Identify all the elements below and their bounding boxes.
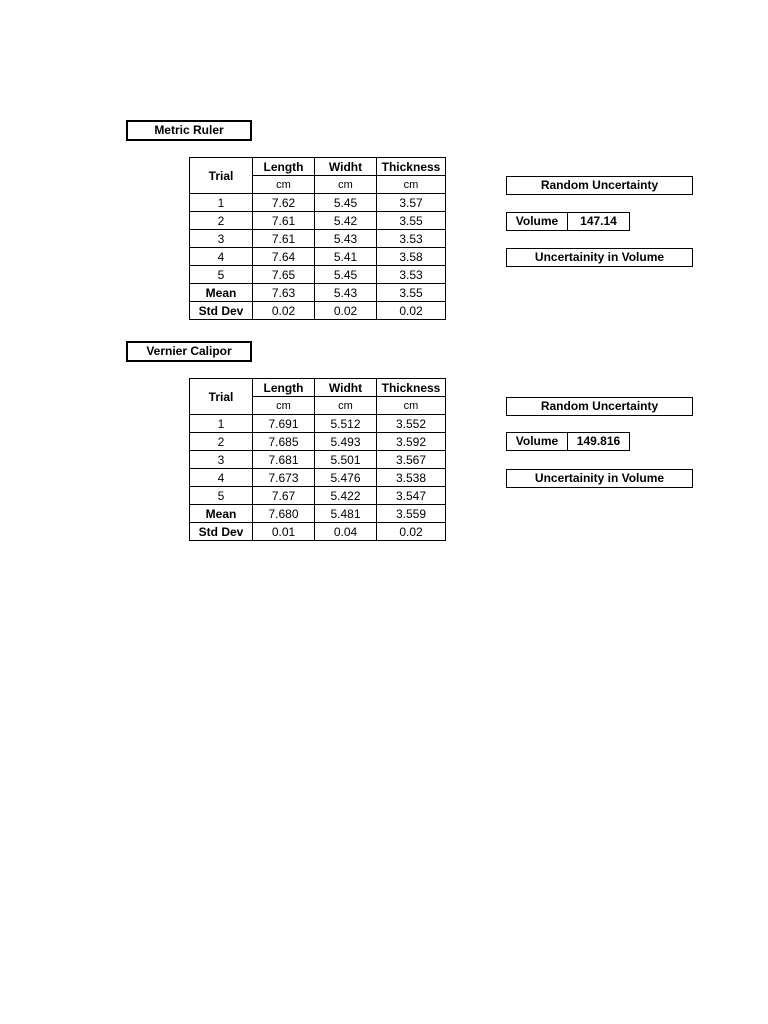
table-row bbox=[190, 230, 446, 248]
table-row-std-dev bbox=[190, 523, 446, 541]
cell-length: 7.67 bbox=[253, 487, 315, 505]
unit-width: cm bbox=[315, 176, 377, 194]
table-row bbox=[190, 451, 446, 469]
cell-length: 7.64 bbox=[253, 248, 315, 266]
row-label: 3 bbox=[190, 451, 253, 469]
table-row bbox=[190, 248, 446, 266]
header-width: Widht bbox=[315, 379, 377, 397]
row-label: 5 bbox=[190, 266, 253, 284]
header-length: Length bbox=[253, 379, 315, 397]
cell-width: 5.476 bbox=[315, 469, 377, 487]
cell-width: 5.45 bbox=[315, 194, 377, 212]
table-row bbox=[190, 469, 446, 487]
header-thickness: Thickness bbox=[377, 158, 446, 176]
row-label: 3 bbox=[190, 230, 253, 248]
volume-label: Volume bbox=[506, 432, 568, 451]
table-row bbox=[190, 212, 446, 230]
table-row bbox=[190, 487, 446, 505]
table-row bbox=[190, 266, 446, 284]
table-row bbox=[190, 194, 446, 212]
section-title-vernier-calipor: Vernier Calipor bbox=[126, 341, 252, 362]
cell-thickness: 3.538 bbox=[377, 469, 446, 487]
cell-thickness: 3.53 bbox=[377, 230, 446, 248]
cell-thickness: 3.552 bbox=[377, 415, 446, 433]
row-label: 1 bbox=[190, 415, 253, 433]
row-label: Std Dev bbox=[190, 523, 253, 541]
cell-thickness: 3.592 bbox=[377, 433, 446, 451]
cell-width: 5.43 bbox=[315, 230, 377, 248]
header-trial: Trial bbox=[190, 379, 253, 415]
header-thickness: Thickness bbox=[377, 379, 446, 397]
cell-thickness: 3.55 bbox=[377, 212, 446, 230]
section-title-metric-ruler: Metric Ruler bbox=[126, 120, 252, 141]
cell-length: 7.61 bbox=[253, 212, 315, 230]
cell-width: 5.41 bbox=[315, 248, 377, 266]
cell-length: 7.65 bbox=[253, 266, 315, 284]
row-label: 5 bbox=[190, 487, 253, 505]
unit-width: cm bbox=[315, 397, 377, 415]
header-width: Widht bbox=[315, 158, 377, 176]
row-label: 4 bbox=[190, 248, 253, 266]
cell-length: 7.691 bbox=[253, 415, 315, 433]
uncertainty-in-volume-label: Uncertainity in Volume bbox=[506, 248, 693, 267]
cell-width: 5.45 bbox=[315, 266, 377, 284]
unit-length: cm bbox=[253, 176, 315, 194]
volume-box bbox=[506, 432, 630, 451]
row-label: Mean bbox=[190, 284, 253, 302]
row-label: Mean bbox=[190, 505, 253, 523]
uncertainty-in-volume-label: Uncertainity in Volume bbox=[506, 469, 693, 488]
cell-length: 0.02 bbox=[253, 302, 315, 320]
random-uncertainty-label: Random Uncertainty bbox=[506, 397, 693, 416]
table-header-row bbox=[190, 379, 446, 397]
row-label: 4 bbox=[190, 469, 253, 487]
cell-thickness: 0.02 bbox=[377, 302, 446, 320]
cell-width: 0.04 bbox=[315, 523, 377, 541]
table-row-mean bbox=[190, 284, 446, 302]
cell-width: 5.512 bbox=[315, 415, 377, 433]
volume-box bbox=[506, 212, 630, 231]
volume-value: 147.14 bbox=[567, 212, 630, 231]
row-label: Std Dev bbox=[190, 302, 253, 320]
unit-thickness: cm bbox=[377, 176, 446, 194]
cell-thickness: 0.02 bbox=[377, 523, 446, 541]
cell-length: 7.61 bbox=[253, 230, 315, 248]
table-row bbox=[190, 415, 446, 433]
cell-thickness: 3.559 bbox=[377, 505, 446, 523]
cell-thickness: 3.55 bbox=[377, 284, 446, 302]
cell-length: 7.680 bbox=[253, 505, 315, 523]
cell-thickness: 3.58 bbox=[377, 248, 446, 266]
table-row-mean bbox=[190, 505, 446, 523]
cell-length: 7.63 bbox=[253, 284, 315, 302]
cell-length: 0.01 bbox=[253, 523, 315, 541]
random-uncertainty-label: Random Uncertainty bbox=[506, 176, 693, 195]
volume-label: Volume bbox=[506, 212, 568, 231]
unit-length: cm bbox=[253, 397, 315, 415]
volume-value: 149.816 bbox=[567, 432, 630, 451]
cell-thickness: 3.547 bbox=[377, 487, 446, 505]
table-row-std-dev bbox=[190, 302, 446, 320]
cell-width: 5.493 bbox=[315, 433, 377, 451]
unit-thickness: cm bbox=[377, 397, 446, 415]
cell-length: 7.685 bbox=[253, 433, 315, 451]
row-label: 2 bbox=[190, 212, 253, 230]
header-trial: Trial bbox=[190, 158, 253, 194]
cell-length: 7.673 bbox=[253, 469, 315, 487]
cell-width: 5.43 bbox=[315, 284, 377, 302]
table-header-row bbox=[190, 158, 446, 176]
cell-width: 5.501 bbox=[315, 451, 377, 469]
cell-thickness: 3.53 bbox=[377, 266, 446, 284]
cell-width: 5.42 bbox=[315, 212, 377, 230]
row-label: 1 bbox=[190, 194, 253, 212]
measurement-table-vernier-calipor bbox=[189, 378, 446, 541]
header-length: Length bbox=[253, 158, 315, 176]
cell-width: 0.02 bbox=[315, 302, 377, 320]
cell-length: 7.62 bbox=[253, 194, 315, 212]
cell-length: 7.681 bbox=[253, 451, 315, 469]
table-row bbox=[190, 433, 446, 451]
cell-width: 5.481 bbox=[315, 505, 377, 523]
cell-thickness: 3.567 bbox=[377, 451, 446, 469]
row-label: 2 bbox=[190, 433, 253, 451]
cell-width: 5.422 bbox=[315, 487, 377, 505]
measurement-table-metric-ruler bbox=[189, 157, 446, 320]
cell-thickness: 3.57 bbox=[377, 194, 446, 212]
